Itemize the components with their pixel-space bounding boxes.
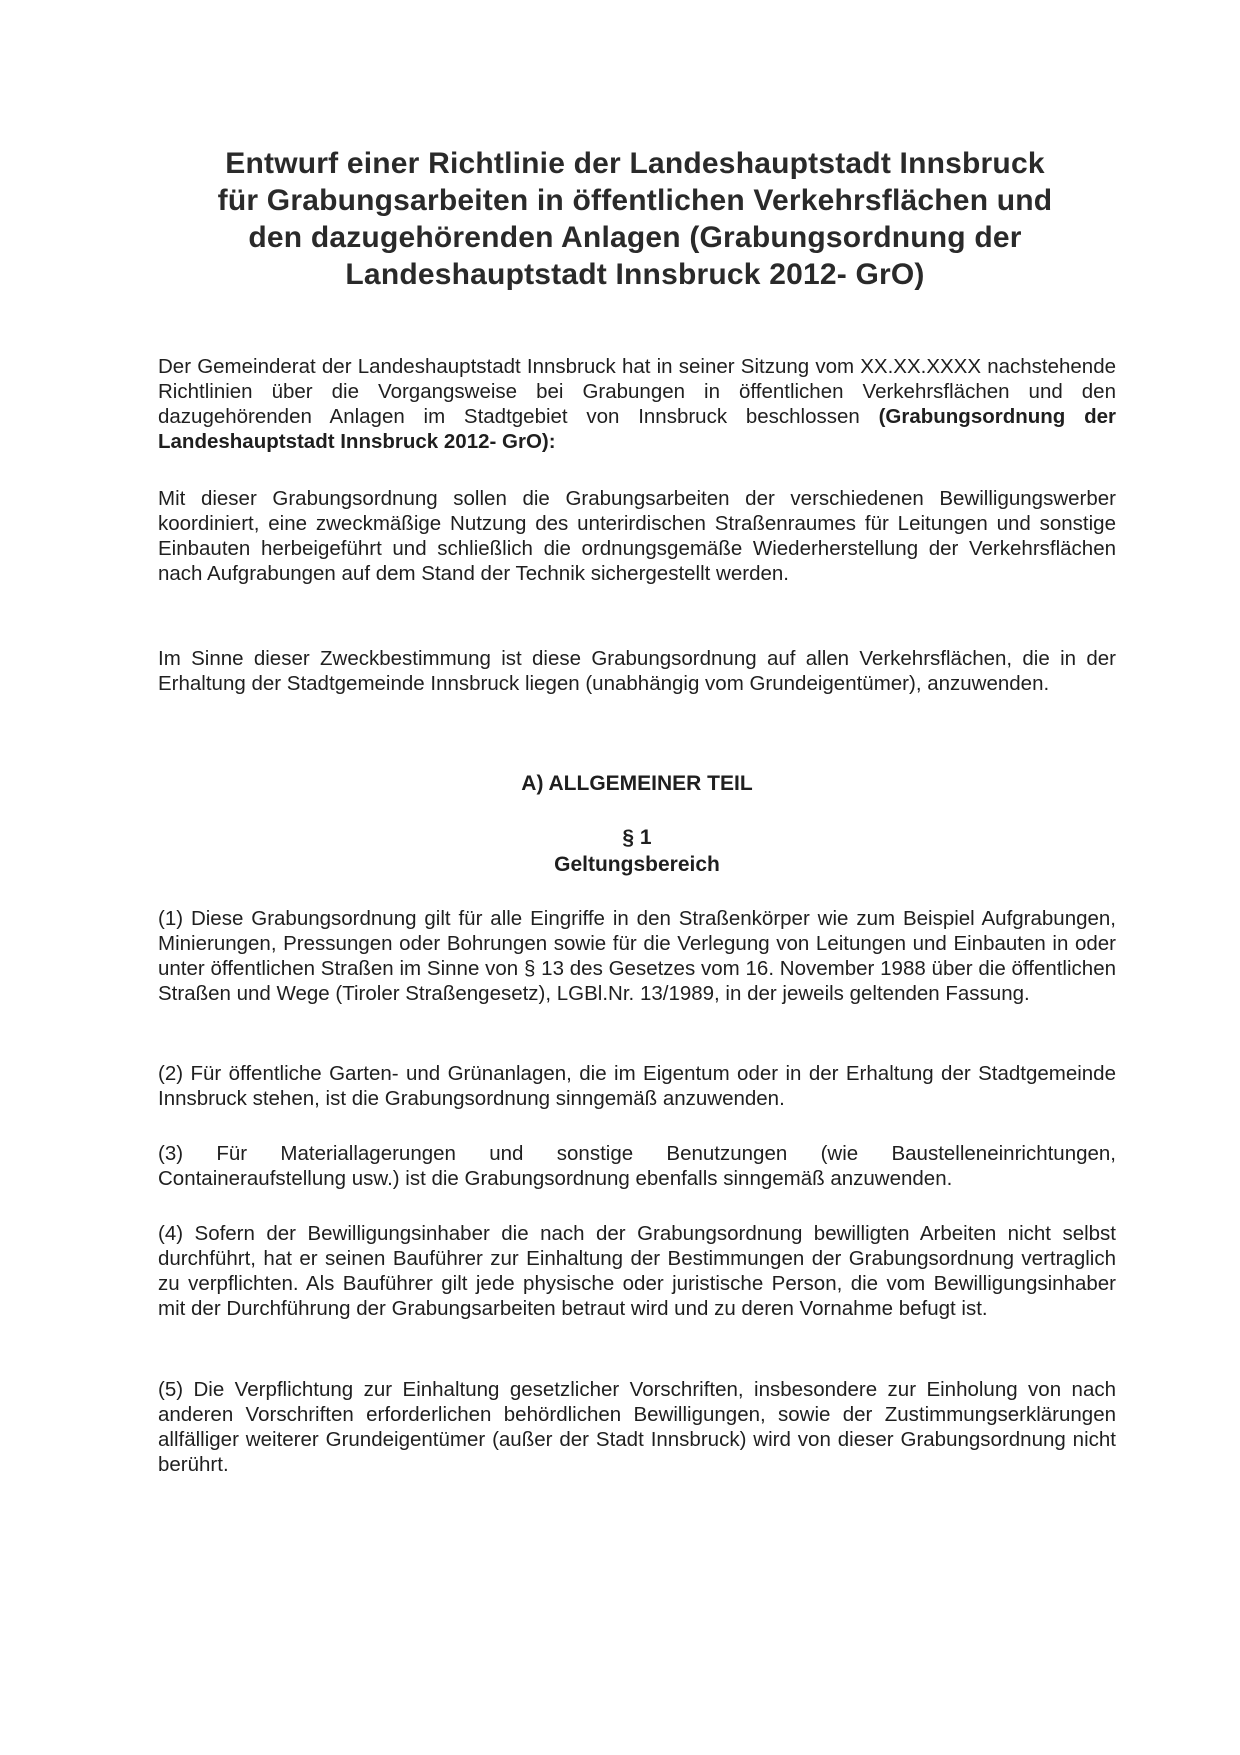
clause-5: (5) Die Verpflichtung zur Einhaltung gesetzlicher Vorschriften, insbesondere zur Einholung von nach anderen Vorschriften erforderlichen behördlichen Bewilligungen, sowie der Zustimmungserklärungen allfälliger weiterer Grundeigentümer (außer der Stadt Innsbruck) wird von dieser Grabungsordnung nicht berührt. — [158, 1378, 1116, 1476]
title-line: Landeshauptstadt Innsbruck 2012- GrO) — [345, 258, 925, 291]
intro-text: Der Gemeinderat der Landeshauptstadt Innsbruck hat in seiner Sitzung vom XX.XX.XXXX nachstehende Richtlinien über die Vorgangsweise bei Grabungen in öffentlichen Verkehrsflächen und den dazugehörenden Anlagen im Stadtgebiet von Innsbruck beschlossen — [158, 355, 1116, 428]
document-title — [150, 145, 1120, 293]
title-line: den dazugehörenden Anlagen (Grabungsordnung der — [248, 221, 1022, 254]
purpose-paragraph: Mit dieser Grabungsordnung sollen die Grabungsarbeiten der verschiedenen Bewilligungswerber koordiniert, eine zweckmäßige Nutzung des unterirdischen Straßenraumes für Leitungen und sonstige Einbauten herbeigeführt und schließlich die ordnungsgemäße Wiederherstellung der Verkehrsflächen nach Aufgrabungen auf dem Stand der Technik sichergestellt werden. — [158, 487, 1116, 585]
clause-1: (1) Diese Grabungsordnung gilt für alle Eingriffe in den Straßenkörper wie zum Beispiel Aufgrabungen, Minierungen, Pressungen oder Bohrungen sowie für die Verlegung von Leitungen und Einbauten in oder unter öffentlichen Straßen im Sinne von § 13 des Gesetzes vom 16. November 1988 über die öffentlichen Straßen und Wege (Tiroler Straßengesetz), LGBl.Nr. 13/1989, in der jeweils geltenden Fassung. — [158, 907, 1116, 1005]
clause-2: (2) Für öffentliche Garten- und Grünanlagen, die im Eigentum oder in der Erhaltung der Stadtgemeinde Innsbruck stehen, ist die Grabungsordnung sinngemäß anzuwenden. — [158, 1062, 1116, 1110]
clause-3: (3) Für Materiallagerungen und sonstige Benutzungen (wie Baustelleneinrichtungen, Containeraufstellung usw.) ist die Grabungsordnung ebenfalls sinngemäß anzuwenden. — [158, 1142, 1116, 1190]
paragraph-title: Geltungsbereich — [554, 853, 720, 876]
section-heading: A) ALLGEMEINER TEIL — [521, 772, 753, 795]
title-line: für Grabungsarbeiten in öffentlichen Verkehrsflächen und — [217, 184, 1053, 217]
scope-paragraph: Im Sinne dieser Zweckbestimmung ist diese Grabungsordnung auf allen Verkehrsflächen, die in der Erhaltung der Stadtgemeinde Innsbruck liegen (unabhängig vom Grundeigentümer), anzuwenden. — [158, 647, 1116, 695]
title-line: Entwurf einer Richtlinie der Landeshauptstadt Innsbruck — [225, 147, 1045, 180]
paragraph-number: § 1 — [622, 826, 652, 849]
intro-paragraph — [158, 354, 1116, 454]
intro-bold-citation: (Grabungsordnung der Landeshauptstadt Innsbruck 2012- GrO): — [158, 405, 1116, 453]
clause-4: (4) Sofern der Bewilligungsinhaber die nach der Grabungsordnung bewilligten Arbeiten nicht selbst durchführt, hat er seinen Bauführer zur Einhaltung der Bestimmungen der Grabungsordnung vertraglich zu verpflichten. Als Bauführer gilt jede physische oder juristische Person, die vom Bewilligungsinhaber mit der Durchführung der Grabungsarbeiten betraut wird und zu deren Vornahme befugt ist. — [158, 1222, 1116, 1320]
